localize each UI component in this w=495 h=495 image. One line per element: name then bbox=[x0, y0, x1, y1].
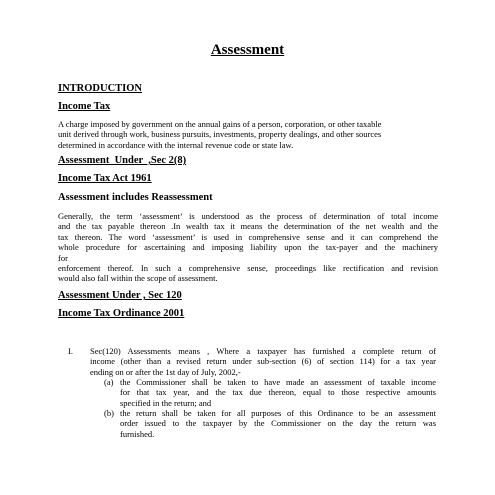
paragraph-line: tax thereon. The word ‘assessment’ is used in comprehensive sense and it can comprehend the bbox=[58, 231, 438, 242]
paragraph-line: for bbox=[58, 252, 68, 263]
paragraph-line: enforcement thereof. In such a comprehensive sense, proceedings like rectification and revision bbox=[58, 263, 438, 274]
subitem-line: the return shall be taken for all purposes of this Ordinance to be an assessment bbox=[120, 408, 436, 418]
subitem-b bbox=[120, 408, 436, 439]
definition-line: A charge imposed by government on the annual gains of a person, corporation, or other taxable bbox=[58, 119, 382, 129]
paragraph-line: whole procedure for ascertaining and imposing liability upon the tax-payer and the machinery bbox=[58, 242, 438, 253]
subitem-line: furnished. bbox=[120, 428, 155, 439]
definition-line: determined in accordance with the internal revenue code or state law. bbox=[58, 139, 294, 150]
subitem-b-marker: (b) bbox=[104, 408, 114, 418]
paragraph-line: and the tax payable thereon .In wealth tax it means the determination of the net wealth and the bbox=[58, 221, 438, 232]
subitem-line: specified in the return; and bbox=[120, 397, 212, 408]
income-tax-definition bbox=[58, 119, 440, 150]
item-line: Sec(120) Assessments means , Where a taxpayer has furnished a complete return of bbox=[90, 346, 436, 356]
subitem-a-marker: (a) bbox=[104, 377, 114, 387]
page-title: Assessment bbox=[210, 42, 285, 58]
subitem-line: for that tax year, and the tax due thereon, equal to those respective amounts bbox=[120, 387, 436, 398]
reassessment-subheading: Assessment includes Reassessment bbox=[58, 192, 213, 203]
section-120-heading: Assessment Under , Sec 120 bbox=[58, 290, 182, 301]
paragraph-line: Generally, the term ‘assessment’ is understood as the process of determination of total income bbox=[58, 211, 438, 221]
section-2-8-heading: Assessment Under ,Sec 2(8) bbox=[58, 155, 187, 166]
paragraph-line: would also fall within the scope of assessment. bbox=[58, 273, 218, 284]
income-tax-heading: Income Tax bbox=[58, 101, 111, 112]
subitem-line: the Commissioner shall be taken to have made an assessment of taxable income bbox=[120, 377, 436, 387]
subitem-line: order issued to the taxpayer by the Commissioner on the day the return was bbox=[120, 418, 436, 429]
section-120-item bbox=[90, 346, 436, 377]
assessment-paragraph bbox=[58, 211, 438, 284]
definition-line: unit derived through work, business pursuits, investments, property dealings, and other sources bbox=[58, 129, 382, 140]
income-tax-ordinance-2001-heading: Income Tax Ordinance 2001 bbox=[58, 308, 185, 319]
income-tax-act-1961-heading: Income Tax Act 1961 bbox=[58, 173, 152, 184]
item-line: income (other than a revised return under sub-section (6) of section 114) for a tax year bbox=[90, 356, 436, 367]
item-line: ending on or after the 1st day of July, 2002,- bbox=[90, 366, 241, 377]
introduction-heading: INTRODUCTION bbox=[58, 83, 143, 94]
subitem-a bbox=[120, 377, 436, 408]
item-marker: I. bbox=[68, 346, 73, 356]
